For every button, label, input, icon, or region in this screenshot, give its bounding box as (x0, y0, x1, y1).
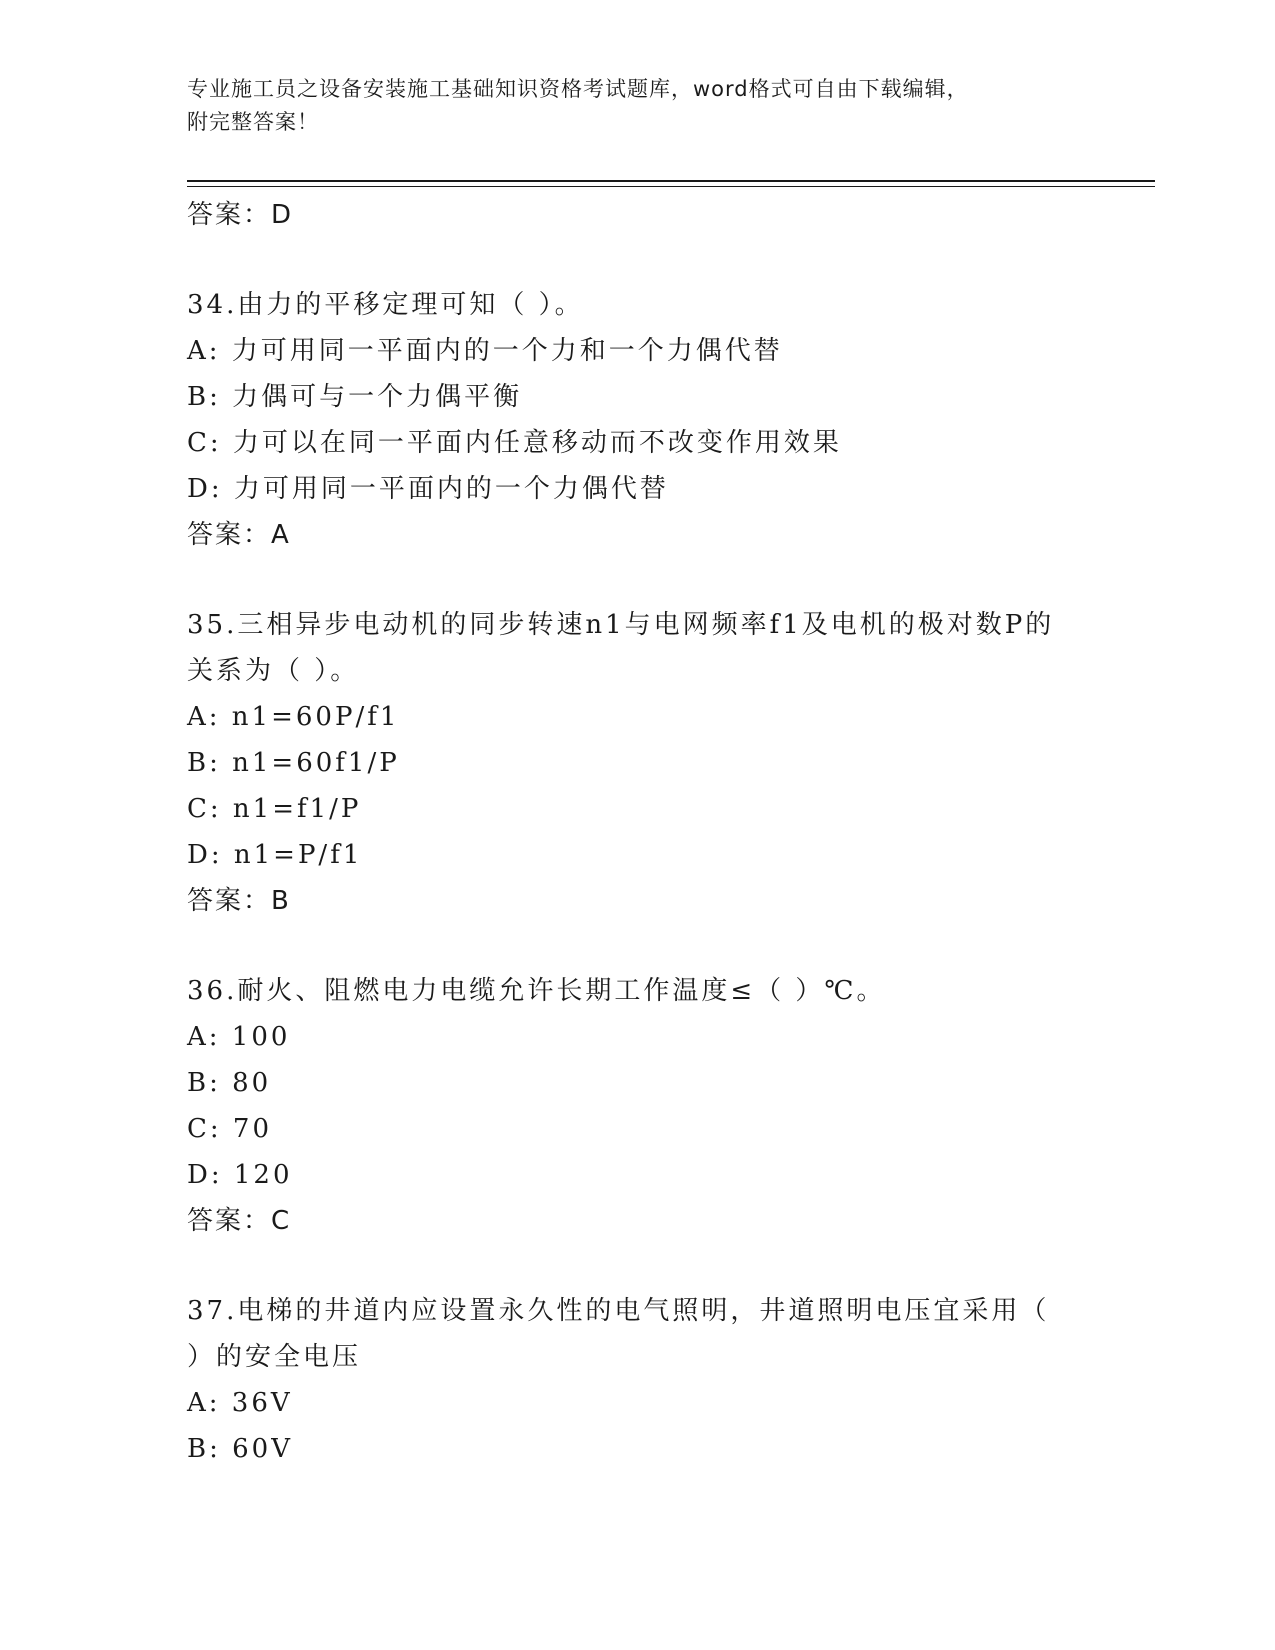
spacer (187, 238, 1155, 282)
option-b: B: 80 (187, 1068, 272, 1098)
question-36 (187, 968, 1155, 1244)
previous-answer: 答案：D (187, 200, 294, 230)
option-c: C: 力可以在同一平面内任意移动而不改变作用效果 (187, 428, 842, 458)
option-d: D: 力可用同一平面内的一个力偶代替 (187, 474, 669, 504)
option-a: A: 力可用同一平面内的一个力和一个力偶代替 (187, 336, 783, 366)
spacer (187, 558, 1155, 602)
option-d: D: 120 (187, 1160, 293, 1190)
option-c: C: 70 (187, 1114, 273, 1144)
question-37 (187, 1288, 1155, 1472)
header-line-1: 专业施工员之设备安装施工基础知识资格考试题库，word格式可自由下载编辑， (187, 77, 969, 101)
option-d: D: n1=P/f1 (187, 840, 363, 870)
question-stem: 34.由力的平移定理可知（ ）。 (187, 290, 584, 320)
answer: 答案：B (187, 886, 291, 916)
answer: 答案：A (187, 520, 291, 550)
option-a: A: n1=60P/f1 (187, 702, 400, 732)
option-c: C: n1=f1/P (187, 794, 362, 824)
option-a: A: 100 (187, 1022, 291, 1052)
question-stem: 37.电梯的井道内应设置永久性的电气照明，井道照明电压宜采用（ (187, 1296, 1050, 1326)
question-34 (187, 282, 1155, 558)
question-list (187, 192, 1155, 1472)
question-stem-continued: 关系为（ ）。 (187, 656, 360, 686)
question-35 (187, 602, 1155, 924)
option-a: A: 36V (187, 1388, 293, 1418)
question-stem: 36.耐火、阻燃电力电缆允许长期工作温度≤（ ）℃。 (187, 976, 886, 1006)
spacer (187, 1244, 1155, 1288)
question-stem: 35.三相异步电动机的同步转速n1与电网频率f1及电机的极对数P的 (187, 610, 1055, 640)
question-stem-continued: ）的安全电压 (187, 1342, 362, 1372)
option-b: B: 60V (187, 1434, 293, 1464)
header-line-2: 附完整答案！ (187, 110, 319, 134)
answer: 答案：C (187, 1206, 292, 1236)
document-header (187, 73, 1087, 139)
spacer (187, 924, 1155, 968)
option-b: B: 力偶可与一个力偶平衡 (187, 382, 523, 412)
option-b: B: n1=60f1/P (187, 748, 400, 778)
header-divider (187, 180, 1155, 187)
